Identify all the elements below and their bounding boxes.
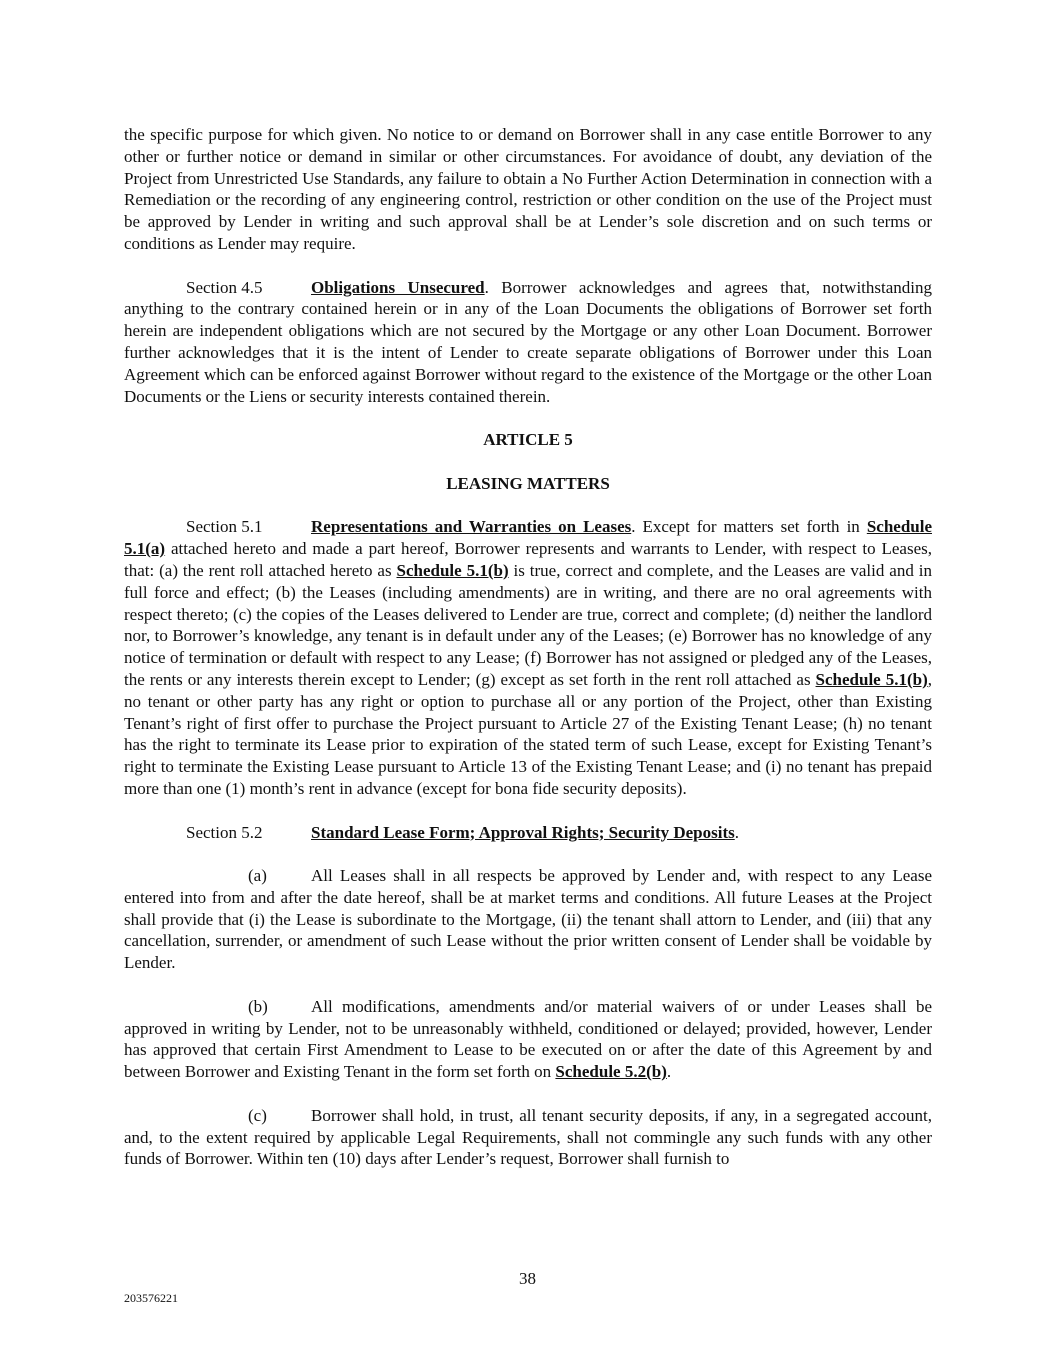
schedule-reference: Schedule 5.2(b) bbox=[555, 1062, 667, 1082]
subsection-b-paragraph bbox=[124, 996, 932, 1083]
document-id: 203576221 bbox=[124, 1291, 178, 1305]
continuation-paragraph: the specific purpose for which given. No notice to or demand on Borrower shall in any case entitle Borrower to any other or further notice or demand in similar or other circumstances. For avoidance of doubt, any deviation of the Project from Unrestricted Use Standards, any failure to obtain a No Further Action Determination in connection with a Remediation or the recording of any engineering control, restriction or other condition on the use of the Project must be approved by Lender in writing and such approval shall be at Lender’s sole discretion and on such terms or conditions as Lender may require. bbox=[124, 125, 932, 253]
section-5-1-paragraph bbox=[124, 516, 932, 799]
section-number: Section 5.1 bbox=[186, 517, 263, 537]
section-4-5-paragraph bbox=[124, 277, 932, 408]
document-body bbox=[124, 124, 932, 1170]
subsection-text: All Leases shall in all respects be approved by Lender and, with respect to any Lease entered into from and after the date hereof, shall be at market terms and conditions. All future Leases at the Project shall provide that (i) the Lease is subordinate to the Mortgage, (ii) the tenant shall attorn to Lender, and (iii) that any cancellation, surrender, or amendment of such Lease without the prior written consent of Lender shall be voidable by Lender. bbox=[124, 866, 932, 973]
subsection-label: (b) bbox=[248, 996, 268, 1016]
subsection-label: (c) bbox=[248, 1105, 267, 1125]
subsection-a-paragraph bbox=[124, 865, 932, 974]
schedule-reference: Schedule 5.1(a) bbox=[124, 517, 932, 559]
section-text: , no tenant or other party has any right or option to purchase all or any portion of the Project, other than Existing Tenant’s right of first offer to purchase the Project pursuant to Article 27 of the Existing Tenant Lease; (h) no tenant has the right to terminate its Lease prior to expiration of the stated term of such Lease, except for Existing Tenant’s right to terminate the Existing Lease pursuant to Article 13 of the Existing Tenant Lease; and (i) no tenant has prepaid more than one (1) month’s rent in advance (except for bona fide security deposits). bbox=[124, 669, 932, 798]
section-text: attached hereto and made a part hereof, Borrower represents and warrants to Lender, with respect to Leases, that: (a) the rent roll attached hereto as bbox=[124, 539, 932, 580]
section-text: is true, correct and complete, and the Leases are valid and in full force and effect; (b) the Leases (including amendments) are in writing, and there are no oral agreements with respect thereto; (c) the copies of the Leases delivered to Lender are true, correct and complete; (d) neither the landlord nor, to Borrower’s knowledge, any tenant is in default under any of the Leases; (e) Borrower has no knowledge of any notice of termination or default with respect to any Lease; (f) Borrower has not assigned or pledged any of the Leases, the rents or any interests therein except to Lender; (g) except as set forth in the rent roll attached as bbox=[124, 560, 932, 689]
article-number: ARTICLE 5 bbox=[483, 430, 573, 450]
article-title: LEASING MATTERS bbox=[446, 473, 610, 493]
page-number: 38 bbox=[519, 1269, 536, 1288]
section-text: . Borrower acknowledges and agrees that, notwithstanding anything to the contrary contained herein or in any of the Loan Documents the obligations of Borrower set forth herein are independent obligations which are not secured by the Mortgage or any other Loan Document. Borrower further acknowledges that it is the intent of Lender to create separate obligations of Borrower under this Loan Agreement which can be enforced against Borrower without regard to the existence of the Mortgage or the other Loan Documents or the Liens or security interests contained therein. bbox=[124, 277, 932, 406]
subsection-end: . bbox=[666, 1062, 672, 1082]
section-period: . bbox=[734, 822, 739, 842]
schedule-reference: Schedule 5.1(b) bbox=[815, 669, 928, 689]
section-text: . Except for matters set forth in bbox=[631, 517, 867, 537]
section-number: Section 4.5 bbox=[186, 277, 263, 297]
section-heading: Representations and Warranties on Leases bbox=[311, 517, 632, 537]
subsection-text: All modifications, amendments and/or material waivers of or under Leases shall be approved in writing by Lender, not to be unreasonably withheld, conditioned or delayed; provided, however, Lender has approved that certain First Amendment to Lease to be executed on or after the date of this Agreement by and between Borrower and Existing Tenant in the form set forth on bbox=[124, 996, 932, 1082]
section-heading: Obligations Unsecured bbox=[311, 277, 485, 297]
section-heading: Standard Lease Form; Approval Rights; Security Deposits bbox=[311, 822, 735, 842]
subsection-label: (a) bbox=[248, 866, 267, 886]
subsection-c-paragraph bbox=[124, 1105, 932, 1170]
schedule-reference: Schedule 5.1(b) bbox=[396, 560, 509, 580]
subsection-text: Borrower shall hold, in trust, all tenant security deposits, if any, in a segregated account, and, to the extent required by applicable Legal Requirements, shall not commingle any such funds with any other funds of Borrower. Within ten (10) days after Lender’s request, Borrower shall furnish to bbox=[124, 1105, 932, 1169]
section-5-2-heading-line bbox=[124, 822, 932, 844]
section-number: Section 5.2 bbox=[186, 822, 263, 842]
